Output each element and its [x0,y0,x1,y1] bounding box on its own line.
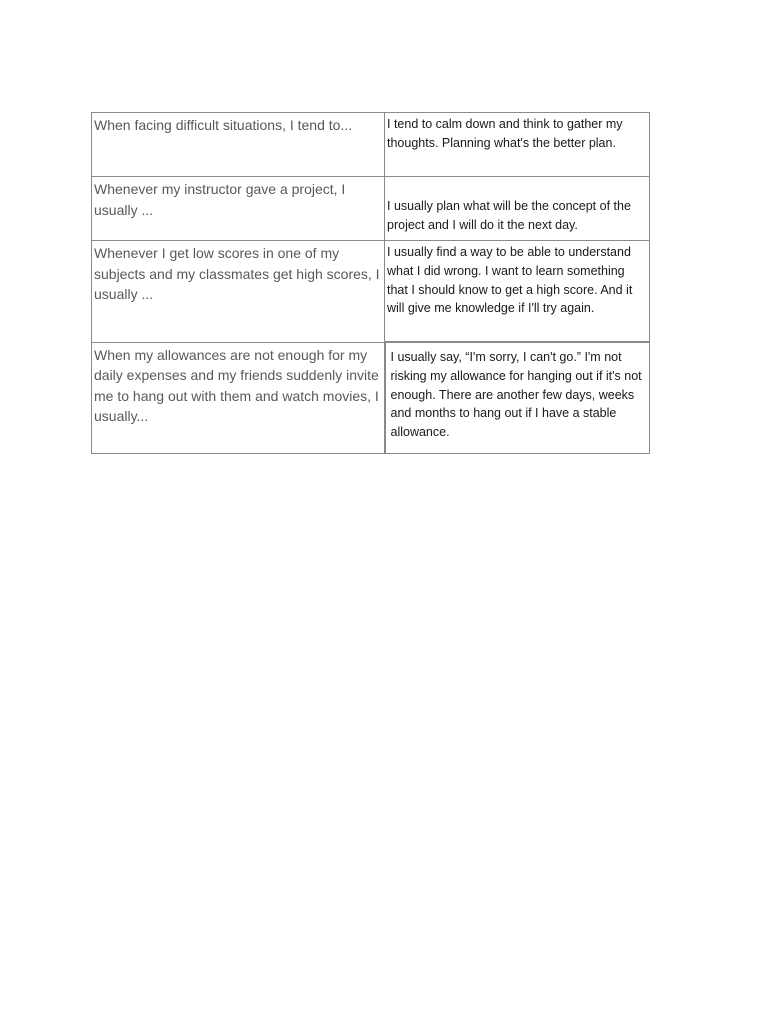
prompt-cell: When my allowances are not enough for my daily expenses and my friends suddenly invite me to hang out with them and watch movies, I usually... [92,342,385,454]
table-row [92,113,650,177]
table-row [92,241,650,343]
answer-cell: I usually find a way to be able to understand what I did wrong. I want to learn something that I should know to get a high score. And it will give me knowledge if I'll try again. [385,241,650,343]
questionnaire-table [91,112,650,454]
table-row [92,177,650,241]
prompt-cell: Whenever I get low scores in one of my subjects and my classmates get high scores, I usually ... [92,241,385,343]
prompt-cell: When facing difficult situations, I tend to... [92,113,385,177]
answer-cell: I usually say, “I'm sorry, I can't go.” I'm not risking my allowance for hanging out if it's not enough. There are another few days, weeks and months to hang out if I have a stable allowance. [385,342,650,454]
table-row [92,342,650,454]
answer-cell: I usually plan what will be the concept of the project and I will do it the next day. [385,177,650,241]
answer-cell: I tend to calm down and think to gather my thoughts. Planning what's the better plan. [385,113,650,177]
prompt-cell: Whenever my instructor gave a project, I usually ... [92,177,385,241]
